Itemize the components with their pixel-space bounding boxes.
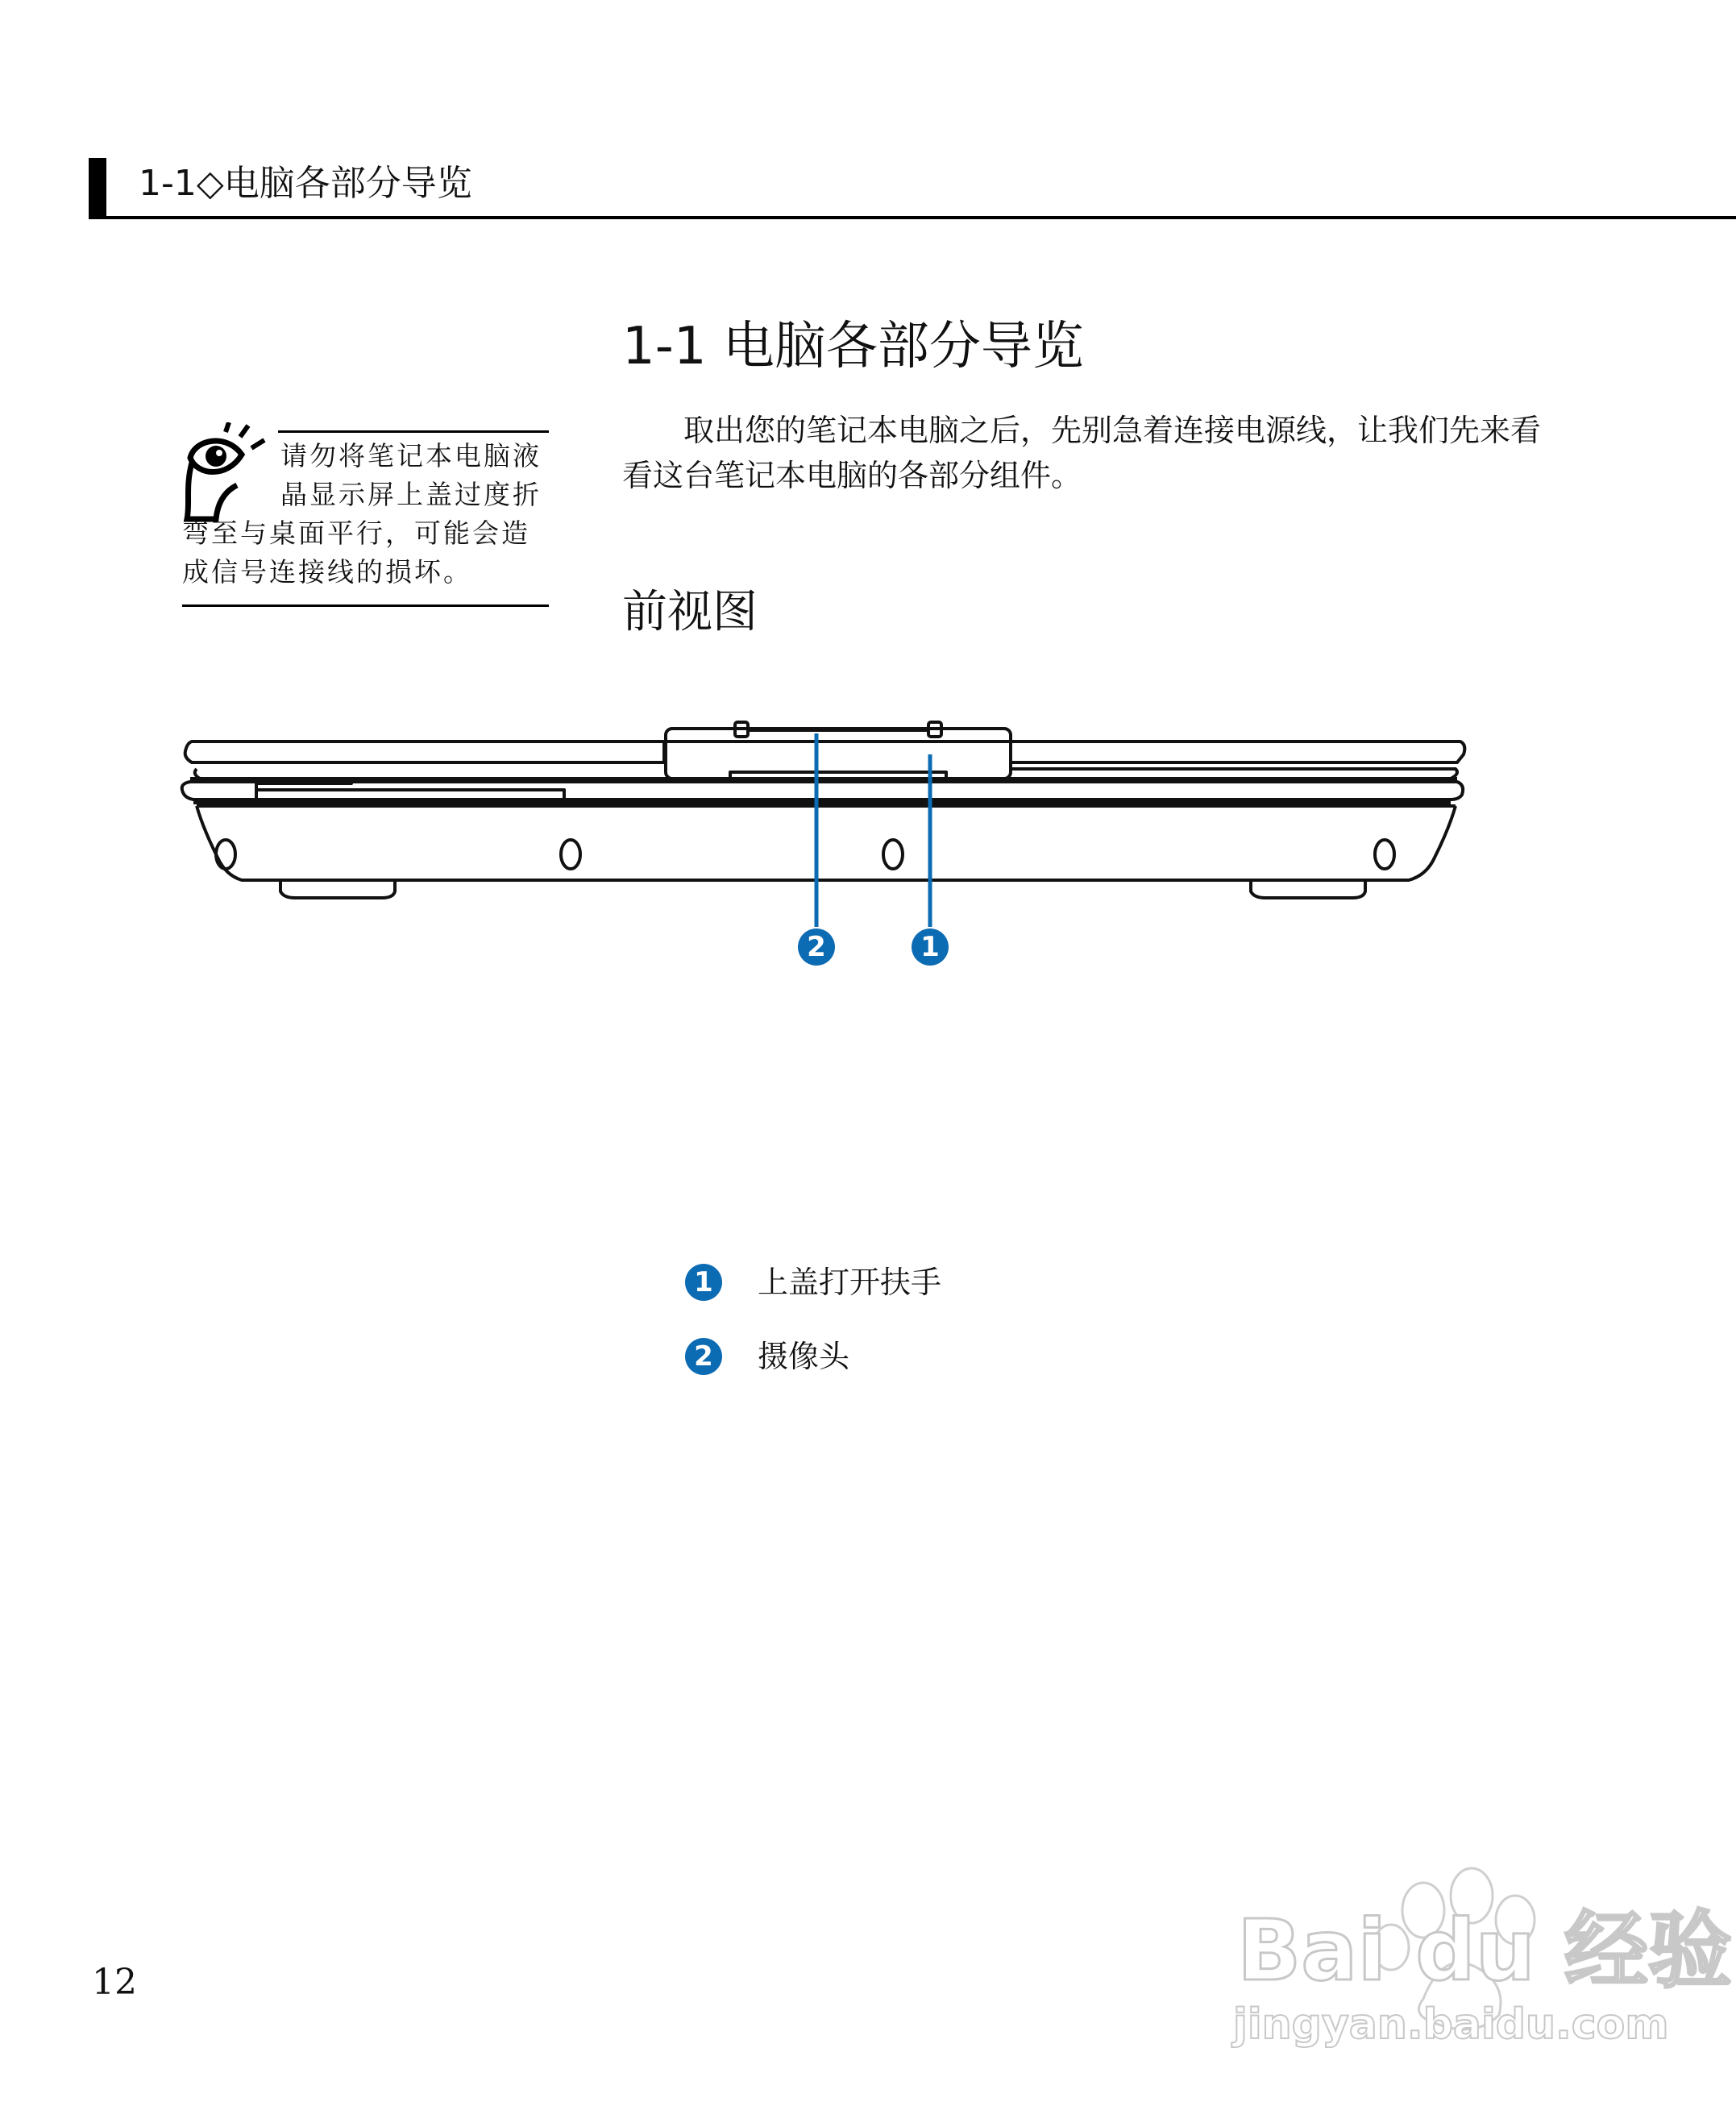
- note-top-rule: [278, 430, 549, 433]
- note-line: 弯至与桌面平行，可能会造: [182, 517, 530, 549]
- callout-badge-camera: 2: [798, 928, 835, 966]
- note-line: 成信号连接线的损坏。: [182, 556, 472, 588]
- running-header: 1-1◇电脑各部分导览: [139, 163, 472, 204]
- watermark-brand: Bai du 经验: [1237, 1901, 1732, 2000]
- note-line: 晶显示屏上盖过度折: [280, 479, 542, 510]
- legend-number: 1: [685, 1264, 722, 1301]
- header-rule: [89, 216, 1736, 219]
- callout-badge-latch: 1: [912, 928, 949, 966]
- intro-paragraph: 取出您的笔记本电脑之后，先别急着连接电源线，让我们先来看看这台笔记本电脑的各部分组件。: [622, 413, 1542, 493]
- note-line: 请勿将笔记本电脑液: [280, 440, 542, 471]
- legend-label: 摄像头: [758, 1339, 850, 1374]
- legend-number: 2: [685, 1338, 722, 1375]
- page-number: 12: [92, 1962, 137, 2003]
- page-title: 1-1 电脑各部分导览: [622, 317, 1084, 376]
- note-bottom-rule: [182, 604, 549, 607]
- header-bar: [89, 158, 106, 219]
- eye-warning-icon: [179, 422, 276, 522]
- section-title: 前视图: [622, 586, 758, 638]
- watermark-url: jingyan.baidu.com: [1233, 2000, 1669, 2049]
- legend-label: 上盖打开扶手: [758, 1265, 942, 1300]
